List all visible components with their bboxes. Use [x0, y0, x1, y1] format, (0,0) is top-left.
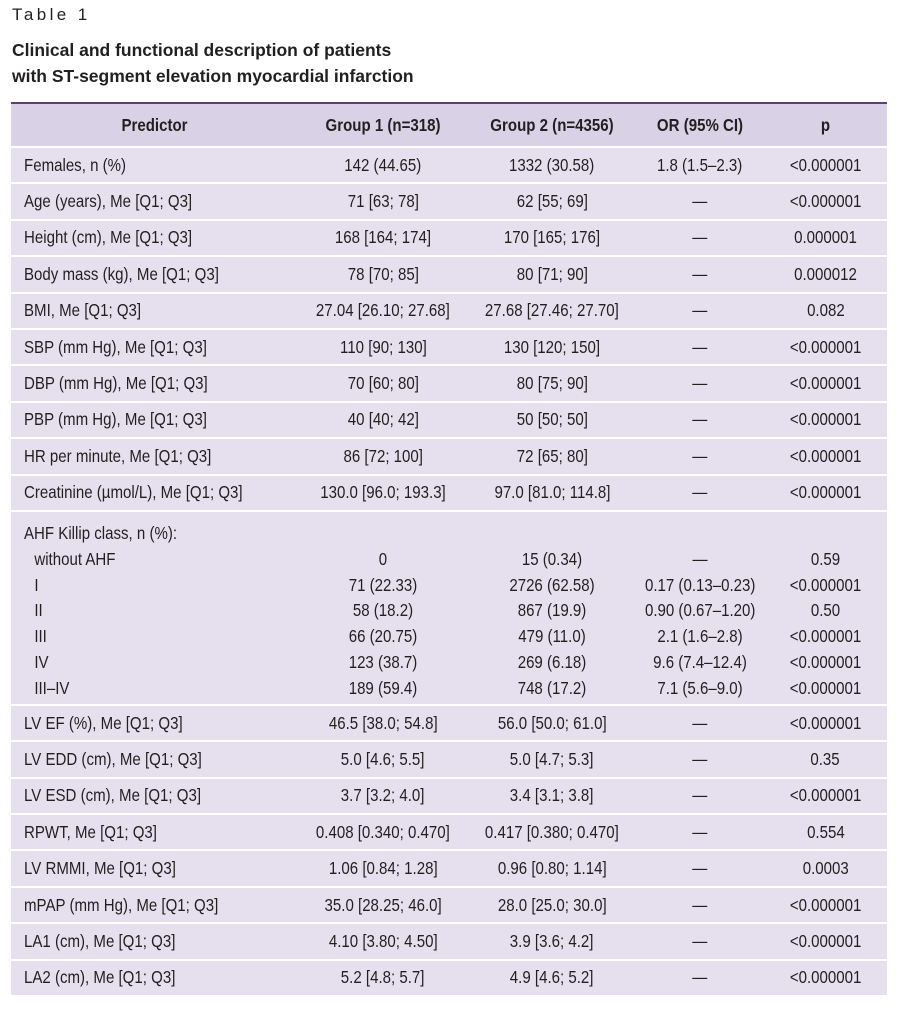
cell-p [764, 264, 887, 285]
cell-predictor-text: LV RMMI, Me [Q1; Q3] [24, 858, 176, 879]
cell-group-1-text: 70 [60; 80] [347, 373, 419, 394]
cell-group-2 [468, 337, 636, 358]
cell-group-2 [468, 300, 636, 321]
cell-or [636, 895, 764, 916]
table-header-row [11, 104, 887, 148]
cell-predictor [11, 967, 298, 988]
cell-group-1 [298, 155, 468, 176]
killip-group-2: 867 (19.9) [517, 600, 587, 621]
cell-p-text: <0.000001 [789, 785, 862, 806]
killip-group-1: 189 (59.4) [348, 677, 418, 698]
table-row [11, 184, 887, 220]
killip-predictor: II [34, 600, 43, 621]
killip-p: 0.59 [810, 548, 841, 569]
cell-group-2 [468, 482, 636, 503]
cell-group-2-text: 72 [65; 80] [516, 445, 588, 466]
cell-or-text: — [692, 821, 708, 842]
table-row [11, 148, 887, 184]
header-predictor: Predictor [121, 114, 188, 135]
killip-p: <0.000001 [789, 626, 862, 647]
cell-group-1-text: 78 [70; 85] [347, 263, 419, 284]
cell-predictor [11, 482, 298, 503]
cell-or [636, 785, 764, 806]
cell-group-2-text: 27.68 [27.46; 27.70] [485, 300, 619, 321]
killip-group-1: 66 (20.75) [348, 626, 418, 647]
cell-predictor [11, 337, 298, 358]
cell-or-text: — [692, 894, 708, 915]
cell-p [764, 895, 887, 916]
table-row [11, 961, 887, 997]
cell-p [764, 300, 887, 321]
cell-predictor [11, 858, 298, 879]
cell-or [636, 337, 764, 358]
table-row [11, 888, 887, 924]
cell-group-2-text: 3.9 [3.6; 4.2] [510, 930, 594, 951]
killip-predictor: I [34, 574, 39, 595]
cell-p-text: 0.082 [806, 300, 845, 321]
cell-group-2 [468, 227, 636, 248]
cell-group-2-text: 0.417 [0.380; 0.470] [485, 821, 619, 842]
data-table [11, 102, 887, 997]
cell-or [636, 264, 764, 285]
cell-or [636, 300, 764, 321]
cell-p [764, 446, 887, 467]
killip-p: 0.50 [810, 600, 841, 621]
killip-group-1: 0 [378, 548, 388, 569]
killip-group-1: 58 (18.2) [352, 600, 414, 621]
cell-or-text: — [692, 445, 708, 466]
cell-p-text: <0.000001 [789, 482, 862, 503]
killip-or: — [692, 548, 708, 569]
cell-p-text: <0.000001 [789, 894, 862, 915]
cell-group-2-text: 170 [165; 176] [503, 227, 601, 248]
cell-or [636, 967, 764, 988]
table-row [11, 439, 887, 475]
cell-group-1 [298, 822, 468, 843]
cell-p [764, 822, 887, 843]
cell-or-text: — [692, 336, 708, 357]
cell-p [764, 967, 887, 988]
table-row [11, 294, 887, 330]
cell-predictor [11, 822, 298, 843]
cell-group-1 [298, 967, 468, 988]
cell-or-text: — [692, 482, 708, 503]
cell-or [636, 373, 764, 394]
cell-or-text: — [692, 373, 708, 394]
table-row [11, 403, 887, 439]
table-row [11, 706, 887, 742]
cell-group-2-text: 80 [71; 90] [516, 263, 588, 284]
cell-predictor-text: Height (cm), Me [Q1; Q3] [24, 227, 193, 248]
cell-p [764, 482, 887, 503]
caption-line-2: with ST-segment elevation myocardial infarction [12, 66, 414, 86]
cell-predictor-text: HR per minute, Me [Q1; Q3] [24, 445, 212, 466]
cell-or-text: — [692, 227, 708, 248]
cell-p-text: <0.000001 [789, 373, 862, 394]
cell-or-text: — [692, 748, 708, 769]
table-row [11, 257, 887, 293]
cell-group-2-text: 130 [120; 150] [503, 336, 601, 357]
killip-predictor: III–IV [34, 677, 70, 698]
killip-group-2: 748 (17.2) [517, 677, 587, 698]
header-group-1: Group 1 (n=318) [325, 114, 441, 135]
cell-group-1-text: 27.04 [26.10; 27.68] [316, 300, 450, 321]
header-group-2: Group 2 (n=4356) [490, 114, 614, 135]
killip-or: 0.17 (0.13–0.23) [644, 574, 756, 595]
cell-group-2 [468, 373, 636, 394]
cell-group-2-text: 3.4 [3.1; 3.8] [510, 785, 594, 806]
cell-group-1 [298, 446, 468, 467]
cell-group-1-text: 5.2 [4.8; 5.7] [341, 967, 425, 988]
cell-or [636, 858, 764, 879]
cell-predictor [11, 155, 298, 176]
cell-predictor [11, 191, 298, 212]
cell-group-1-text: 4.10 [3.80; 4.50] [328, 930, 438, 951]
cell-or-text: — [692, 712, 708, 733]
cell-group-1-text: 71 [63; 78] [347, 191, 419, 212]
table-row [11, 742, 887, 778]
cell-group-1-text: 142 (44.65) [344, 154, 422, 175]
cell-p-text: <0.000001 [789, 154, 862, 175]
cell-predictor-text: Females, n (%) [24, 154, 127, 175]
cell-predictor [11, 227, 298, 248]
cell-p [764, 749, 887, 770]
cell-predictor [11, 749, 298, 770]
header-p: p [820, 114, 831, 135]
cell-group-2 [468, 713, 636, 734]
cell-group-2-text: 1332 (30.58) [509, 154, 595, 175]
table-caption [12, 37, 414, 89]
cell-group-1 [298, 858, 468, 879]
table-row [11, 779, 887, 815]
cell-or-text: — [692, 263, 708, 284]
cell-group-1 [298, 227, 468, 248]
killip-p: <0.000001 [789, 677, 862, 698]
cell-group-2-text: 56.0 [50.0; 61.0] [497, 712, 607, 733]
cell-group-2 [468, 785, 636, 806]
killip-group-2: 15 (0.34) [521, 548, 583, 569]
cell-group-2 [468, 822, 636, 843]
cell-group-2 [468, 191, 636, 212]
cell-predictor-text: LA2 (cm), Me [Q1; Q3] [24, 967, 176, 988]
cell-group-1 [298, 191, 468, 212]
cell-predictor-text: DBP (mm Hg), Me [Q1; Q3] [24, 373, 208, 394]
cell-group-1-text: 86 [72; 100] [343, 445, 423, 466]
table-label: Table 1 [12, 5, 91, 24]
cell-group-2-text: 50 [50; 50] [516, 409, 588, 430]
cell-group-1 [298, 373, 468, 394]
cell-group-2 [468, 931, 636, 952]
cell-predictor-text: Body mass (kg), Me [Q1; Q3] [24, 263, 219, 284]
cell-group-1 [298, 264, 468, 285]
cell-p [764, 191, 887, 212]
cell-predictor [11, 713, 298, 734]
cell-group-2 [468, 409, 636, 430]
cell-group-2-text: 0.96 [0.80; 1.14] [497, 858, 607, 879]
cell-predictor [11, 373, 298, 394]
cell-predictor [11, 409, 298, 430]
cell-predictor-text: Age (years), Me [Q1; Q3] [24, 191, 193, 212]
cell-or-text: — [692, 300, 708, 321]
cell-group-2 [468, 155, 636, 176]
cell-group-2-text: 28.0 [25.0; 30.0] [497, 894, 607, 915]
cell-or [636, 155, 764, 176]
cell-group-1-text: 1.06 [0.84; 1.28] [328, 858, 438, 879]
cell-group-2 [468, 858, 636, 879]
killip-or: 9.6 (7.4–12.4) [653, 651, 747, 672]
cell-group-1-text: 40 [40; 42] [347, 409, 419, 430]
table-row [11, 476, 887, 512]
cell-predictor-text: LA1 (cm), Me [Q1; Q3] [24, 930, 176, 951]
cell-p [764, 155, 887, 176]
table-row [11, 851, 887, 887]
cell-or [636, 191, 764, 212]
cell-predictor-text: LV EF (%), Me [Q1; Q3] [24, 712, 183, 733]
cell-p-text: 0.000012 [794, 263, 857, 284]
killip-or: 0.90 (0.67–1.20) [644, 600, 756, 621]
cell-predictor [11, 446, 298, 467]
cell-or-text: — [692, 785, 708, 806]
killip-class-row [11, 512, 887, 706]
cell-predictor [11, 895, 298, 916]
cell-group-1-text: 130.0 [96.0; 193.3] [320, 482, 446, 503]
cell-group-1-text: 168 [164; 174] [334, 227, 432, 248]
cell-predictor-text: Creatinine (µmol/L), Me [Q1; Q3] [24, 482, 243, 503]
killip-group-2: 269 (6.18) [517, 651, 587, 672]
cell-p [764, 931, 887, 952]
table-row [11, 924, 887, 960]
cell-group-1 [298, 482, 468, 503]
cell-predictor [11, 264, 298, 285]
killip-predictor: without AHF [34, 548, 116, 569]
cell-p [764, 785, 887, 806]
cell-or [636, 749, 764, 770]
killip-predictor: III [34, 626, 47, 647]
cell-group-1 [298, 337, 468, 358]
cell-p [764, 409, 887, 430]
killip-or: 7.1 (5.6–9.0) [657, 677, 743, 698]
cell-p [764, 373, 887, 394]
cell-group-1 [298, 931, 468, 952]
cell-predictor [11, 300, 298, 321]
cell-group-2-text: 80 [75; 90] [516, 373, 588, 394]
cell-or-text: — [692, 930, 708, 951]
killip-group-2: 479 (11.0) [518, 626, 586, 647]
cell-p-text: <0.000001 [789, 930, 862, 951]
cell-p-text: 0.0003 [802, 858, 849, 879]
cell-or [636, 446, 764, 467]
cell-group-2-text: 4.9 [4.6; 5.2] [510, 967, 594, 988]
cell-or-text: — [692, 191, 708, 212]
cell-group-2 [468, 446, 636, 467]
cell-p [764, 858, 887, 879]
cell-group-1 [298, 895, 468, 916]
cell-p-text: 0.000001 [794, 227, 857, 248]
cell-p-text: <0.000001 [789, 191, 862, 212]
cell-p-text: <0.000001 [789, 445, 862, 466]
killip-predictor: IV [34, 651, 49, 672]
cell-group-1-text: 5.0 [4.6; 5.5] [341, 748, 425, 769]
caption-line-1: Clinical and functional description of patients [12, 40, 392, 60]
cell-group-2 [468, 749, 636, 770]
table-row [11, 366, 887, 402]
header-or: OR (95% CI) [656, 114, 744, 135]
cell-p-text: <0.000001 [789, 712, 862, 733]
cell-p-text: 0.35 [810, 748, 841, 769]
table-row [11, 221, 887, 257]
killip-p: <0.000001 [789, 651, 862, 672]
cell-predictor [11, 785, 298, 806]
cell-or-text: — [692, 858, 708, 879]
cell-group-2 [468, 895, 636, 916]
cell-p-text: <0.000001 [789, 967, 862, 988]
cell-p [764, 713, 887, 734]
cell-predictor [11, 931, 298, 952]
cell-group-1 [298, 300, 468, 321]
cell-or [636, 227, 764, 248]
cell-predictor-text: mPAP (mm Hg), Me [Q1; Q3] [24, 894, 219, 915]
cell-p [764, 227, 887, 248]
cell-predictor-text: LV EDD (cm), Me [Q1; Q3] [24, 748, 202, 769]
cell-group-1-text: 35.0 [28.25; 46.0] [324, 894, 442, 915]
cell-group-2-text: 97.0 [81.0; 114.8] [493, 482, 611, 503]
killip-or: 2.1 (1.6–2.8) [657, 626, 743, 647]
cell-group-2-text: 62 [55; 69] [516, 191, 588, 212]
cell-or [636, 931, 764, 952]
cell-predictor-text: LV ESD (cm), Me [Q1; Q3] [24, 785, 202, 806]
cell-group-2 [468, 967, 636, 988]
cell-p-text: 0.554 [806, 821, 845, 842]
cell-or-text: 1.8 (1.5–2.3) [657, 154, 743, 175]
cell-group-1-text: 110 [90; 130] [339, 336, 427, 357]
cell-predictor-text: PBP (mm Hg), Me [Q1; Q3] [24, 409, 207, 430]
cell-group-1-text: 0.408 [0.340; 0.470] [316, 821, 450, 842]
table-row [11, 815, 887, 851]
cell-group-2 [468, 264, 636, 285]
cell-group-1-text: 46.5 [38.0; 54.8] [328, 712, 438, 733]
cell-or [636, 822, 764, 843]
cell-group-1 [298, 409, 468, 430]
cell-or [636, 482, 764, 503]
cell-group-1 [298, 713, 468, 734]
cell-group-2-text: 5.0 [4.7; 5.3] [510, 748, 594, 769]
killip-group-2: 2726 (62.58) [509, 574, 595, 595]
cell-predictor-text: BMI, Me [Q1; Q3] [24, 300, 142, 321]
cell-or-text: — [692, 409, 708, 430]
killip-title: AHF Killip class, n (%): [24, 522, 178, 543]
cell-or-text: — [692, 967, 708, 988]
killip-group-1: 123 (38.7) [348, 651, 418, 672]
killip-p: <0.000001 [789, 574, 862, 595]
table-row [11, 330, 887, 366]
cell-p-text: <0.000001 [789, 336, 862, 357]
cell-group-1 [298, 749, 468, 770]
cell-predictor-text: SBP (mm Hg), Me [Q1; Q3] [24, 336, 207, 357]
cell-group-1-text: 3.7 [3.2; 4.0] [341, 785, 425, 806]
cell-or [636, 409, 764, 430]
cell-or [636, 713, 764, 734]
killip-group-1: 71 (22.33) [348, 574, 418, 595]
cell-p [764, 337, 887, 358]
cell-group-1 [298, 785, 468, 806]
cell-p-text: <0.000001 [789, 409, 862, 430]
cell-predictor-text: RPWT, Me [Q1; Q3] [24, 821, 157, 842]
